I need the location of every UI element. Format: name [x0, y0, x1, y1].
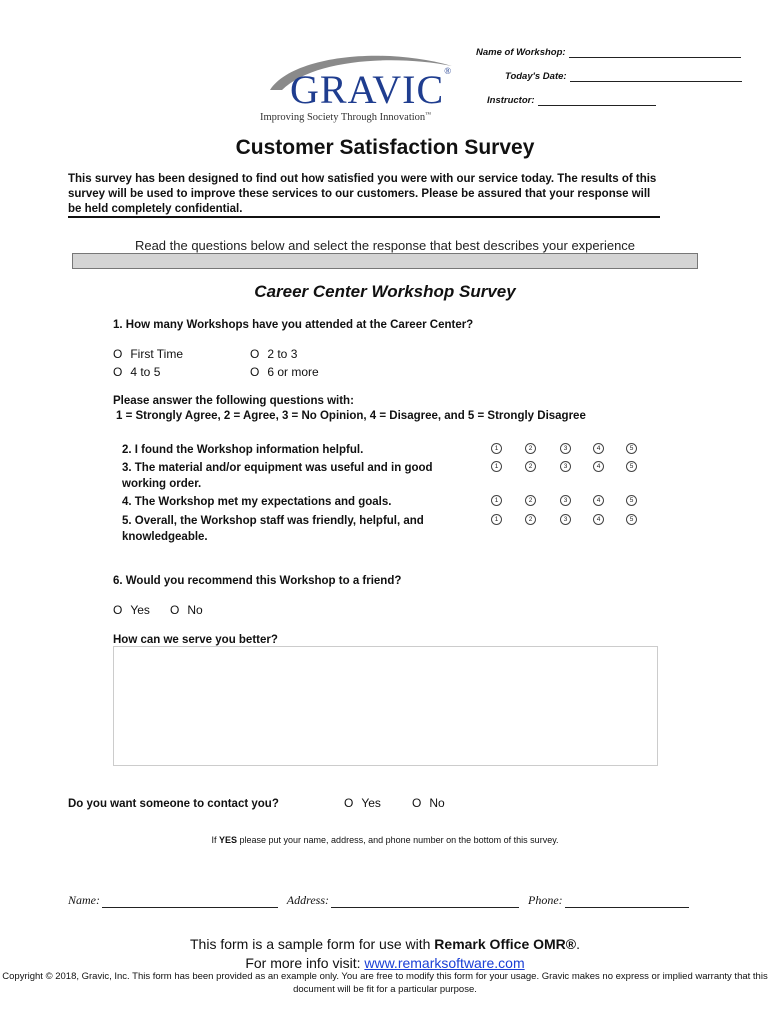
q1-option-6-or-more[interactable]: O 6 or more [250, 365, 319, 379]
contact-option-no[interactable]: O No [412, 796, 445, 810]
survey-title: Customer Satisfaction Survey [235, 136, 535, 159]
q1-option-4-to-5[interactable]: O 4 to 5 [113, 365, 161, 379]
q5-bubble-4[interactable]: 4 [593, 514, 604, 525]
q2-bubble-1[interactable]: 1 [491, 443, 502, 454]
question-4: 4. The Workshop met my expectations and goals. [122, 496, 392, 508]
q3-bubble-1[interactable]: 1 [491, 461, 502, 472]
todays-date-line[interactable] [570, 72, 742, 82]
workshop-name-label: Name of Workshop: [476, 47, 566, 58]
contact-question: Do you want someone to contact you? [68, 798, 279, 810]
section-divider [68, 216, 660, 218]
contact-fields-row [68, 893, 695, 908]
workshop-name-line[interactable] [569, 48, 741, 58]
radio-marker[interactable]: O [113, 603, 123, 617]
q4-bubble-3[interactable]: 3 [560, 495, 571, 506]
q5-bubble-2[interactable]: 2 [525, 514, 536, 525]
instruction-text: Read the questions below and select the response that best describes your experience [134, 238, 636, 253]
radio-marker[interactable]: O [113, 365, 123, 379]
radio-marker[interactable]: O [250, 365, 260, 379]
q6-option-yes[interactable]: O Yes [113, 603, 150, 617]
q3-bubble-5[interactable]: 5 [626, 461, 637, 472]
todays-date-field[interactable] [505, 71, 742, 82]
scale-legend: 1 = Strongly Agree, 2 = Agree, 3 = No Opinion, 4 = Disagree, and 5 = Strongly Disagree [116, 410, 586, 422]
radio-marker[interactable]: O [170, 603, 180, 617]
q4-bubble-1[interactable]: 1 [491, 495, 502, 506]
comments-textbox[interactable] [113, 646, 658, 766]
q2-bubble-3[interactable]: 3 [560, 443, 571, 454]
q5-bubble-5[interactable]: 5 [626, 514, 637, 525]
instructor-label: Instructor: [487, 95, 535, 106]
q3-bubble-3[interactable]: 3 [560, 461, 571, 472]
intro-paragraph: This survey has been designed to find out how satisfied you were with our service today. The results of this survey will be used to improve these services to our customers. Please be assured that your response will be held completely confidential. [68, 173, 657, 215]
q6-option-no[interactable]: O No [170, 603, 203, 617]
footer-more-info: For more info visit: www.remarksoftware.com [245, 955, 525, 971]
question-6: 6. Would you recommend this Workshop to a friend? [113, 575, 402, 587]
q2-bubble-5[interactable]: 5 [626, 443, 637, 454]
contact-option-yes[interactable]: O Yes [344, 796, 381, 810]
if-yes-note: If YES please put your name, address, and phone number on the bottom of this survey. [211, 835, 559, 845]
question-3: 3. The material and/or equipment was useful and in good working order. [122, 462, 433, 490]
instructor-field[interactable] [487, 95, 656, 106]
logo-tagline: Improving Society Through Innovation™ [260, 112, 432, 123]
scale-intro: Please answer the following questions with: [113, 395, 354, 407]
q3-bubble-4[interactable]: 4 [593, 461, 604, 472]
copyright-notice: Copyright © 2018, Gravic, Inc. This form has been provided as an example only. You are free to modify this form for your usage. Gravic makes no express or implied warranty that this document will be fit for a particular purpose. [2, 971, 768, 995]
question-1: 1. How many Workshops have you attended at the Career Center? [113, 319, 474, 331]
name-label: Name: [68, 893, 100, 907]
q2-bubble-2[interactable]: 2 [525, 443, 536, 454]
q4-bubble-5[interactable]: 5 [626, 495, 637, 506]
radio-marker[interactable]: O [412, 796, 422, 810]
phone-line[interactable] [565, 896, 689, 908]
name-line[interactable] [102, 896, 278, 908]
address-label: Address: [286, 893, 330, 907]
radio-marker[interactable]: O [344, 796, 354, 810]
q2-bubble-4[interactable]: 4 [593, 443, 604, 454]
todays-date-label: Today's Date: [505, 71, 567, 82]
q5-bubble-1[interactable]: 1 [491, 514, 502, 525]
address-line[interactable] [331, 896, 519, 908]
question-2: 2. I found the Workshop information helpful. [122, 444, 364, 456]
radio-marker[interactable]: O [250, 347, 260, 361]
question-5: 5. Overall, the Workshop staff was friendly, helpful, and knowledgeable. [122, 515, 424, 543]
radio-marker[interactable]: O [113, 347, 123, 361]
workshop-name-field[interactable] [476, 47, 741, 58]
q3-bubble-2[interactable]: 2 [525, 461, 536, 472]
instruction-bar [72, 253, 698, 269]
q5-bubble-3[interactable]: 3 [560, 514, 571, 525]
serve-better-label: How can we serve you better? [113, 634, 278, 646]
q4-bubble-2[interactable]: 2 [525, 495, 536, 506]
q1-option-first-time[interactable]: O First Time [113, 347, 184, 361]
footer-sample-note: This form is a sample form for use with Remark Office OMR®. [190, 936, 580, 952]
phone-label: Phone: [528, 893, 563, 907]
survey-subtitle: Career Center Workshop Survey [254, 282, 516, 301]
remark-software-link[interactable]: www.remarksoftware.com [364, 955, 525, 971]
q4-bubble-4[interactable]: 4 [593, 495, 604, 506]
instructor-line[interactable] [538, 96, 656, 106]
q1-option-2-to-3[interactable]: O 2 to 3 [250, 347, 298, 361]
gravic-logo: GRAVIC® [290, 66, 453, 112]
